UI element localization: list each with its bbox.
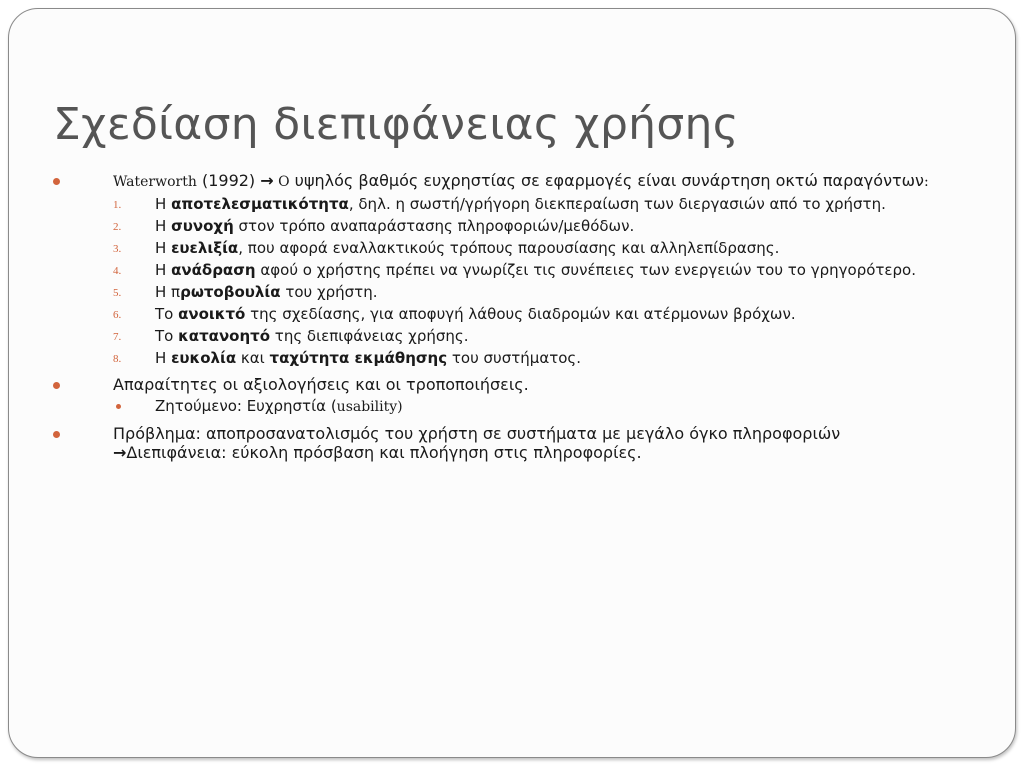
bullet-waterworth bbox=[53, 171, 973, 367]
problem-line: Πρόβλημα: αποπροσανατολισμός του χρήστη σε συστήματα με μεγάλο όγκο πληροφοριών bbox=[113, 424, 841, 443]
factor-post: αφού ο χρήστης πρέπει να γνωρίζει τις συνέπειες των ενεργειών του το γρηγορότερο. bbox=[255, 261, 917, 279]
sub-item-usability bbox=[113, 398, 973, 416]
factor-keyword-2: ταχύτητα εκμάθησης bbox=[269, 349, 448, 367]
bullet-text: Απαραίτητες οι αξιολογήσεις και οι τροποποιήσεις. bbox=[113, 375, 529, 394]
arrow-right-icon: → bbox=[113, 443, 127, 462]
source-author: Waterworth bbox=[113, 174, 197, 190]
factor-keyword: ανάδραση bbox=[171, 261, 256, 279]
factor-keyword: αποτελεσματικότητα bbox=[171, 195, 349, 213]
factor-item bbox=[113, 306, 973, 323]
factor-keyword: ρωτοβουλία bbox=[180, 283, 281, 301]
factor-number: 3. bbox=[113, 243, 122, 255]
factor-item bbox=[113, 218, 973, 235]
sub-bullet-dot-icon bbox=[116, 404, 121, 409]
o-letter: Ο bbox=[273, 174, 290, 190]
factor-post: του χρήστη. bbox=[280, 283, 378, 301]
factor-number: 8. bbox=[113, 353, 122, 365]
factor-item bbox=[113, 196, 973, 213]
factor-mid: και bbox=[236, 349, 270, 367]
factor-number: 6. bbox=[113, 309, 122, 321]
factor-item bbox=[113, 350, 973, 367]
bullet-text bbox=[113, 424, 973, 462]
factor-keyword: κατανοητό bbox=[178, 327, 271, 345]
factor-pre: Η π bbox=[155, 283, 181, 301]
factors-list bbox=[113, 196, 973, 367]
factor-item bbox=[113, 240, 973, 257]
factor-item bbox=[113, 284, 973, 301]
slide-title: Σχεδίαση διεπιφάνειας χρήσης bbox=[53, 99, 739, 150]
factor-keyword: ανοικτό bbox=[178, 305, 246, 323]
factor-number: 7. bbox=[113, 331, 122, 343]
sub-list bbox=[113, 398, 973, 416]
factor-pre: Η bbox=[155, 261, 172, 279]
bullet-dot-icon bbox=[53, 382, 60, 389]
source-year: (1992) bbox=[196, 171, 261, 190]
factor-pre: Η bbox=[155, 217, 172, 235]
factor-post: της διεπιφάνειας χρήσης. bbox=[270, 327, 469, 345]
factor-pre: Η bbox=[155, 349, 172, 367]
factor-item bbox=[113, 328, 973, 345]
factor-number: 5. bbox=[113, 287, 122, 299]
factor-keyword: συνοχή bbox=[171, 217, 234, 235]
factor-pre: Το bbox=[155, 305, 179, 323]
factor-number: 2. bbox=[113, 221, 122, 233]
colon: : bbox=[923, 174, 929, 190]
usability-term: usability) bbox=[336, 399, 403, 415]
bullet-sentence: υψηλός βαθμός ευχρηστίας σε εφαρμογές είναι συνάρτηση οκτώ παραγόντων bbox=[289, 171, 924, 190]
bullet-text bbox=[113, 171, 973, 192]
factor-post: της σχεδίασης, για αποφυγή λάθους διαδρομών και ατέρμονων βρόχων. bbox=[245, 305, 796, 323]
factor-post: , δηλ. η σωστή/γρήγορη διεκπεραίωση των διεργασιών από το χρήστη. bbox=[348, 195, 886, 213]
arrow-right-icon: → bbox=[260, 171, 274, 190]
factor-keyword: ευελιξία bbox=[171, 239, 239, 257]
slide-content bbox=[53, 171, 973, 470]
factor-post: του συστήματος. bbox=[447, 349, 581, 367]
factor-number: 4. bbox=[113, 265, 122, 277]
factor-pre: Η bbox=[155, 239, 172, 257]
sub-item-text: Ζητούμενο: Ευχρηστία ( bbox=[155, 397, 337, 415]
factor-post: , που αφορά εναλλακτικούς τρόπους παρουσίασης και αλληλεπίδρασης. bbox=[238, 239, 780, 257]
bullet-problem bbox=[53, 424, 973, 462]
factor-item bbox=[113, 262, 973, 279]
factor-post: στον τρόπο αναπαράστασης πληροφοριών/μεθόδων. bbox=[233, 217, 635, 235]
factor-number: 1. bbox=[113, 199, 122, 211]
factor-keyword: ευκολία bbox=[171, 349, 237, 367]
bullet-dot-icon bbox=[53, 178, 60, 185]
solution-line: Διεπιφάνεια: εύκολη πρόσβαση και πλοήγηση στις πληροφορίες. bbox=[126, 443, 642, 462]
slide-frame bbox=[8, 8, 1016, 758]
bullet-dot-icon bbox=[53, 431, 60, 438]
factor-pre: Η bbox=[155, 195, 172, 213]
factor-pre: Το bbox=[155, 327, 179, 345]
bullet-evaluations bbox=[53, 375, 973, 416]
